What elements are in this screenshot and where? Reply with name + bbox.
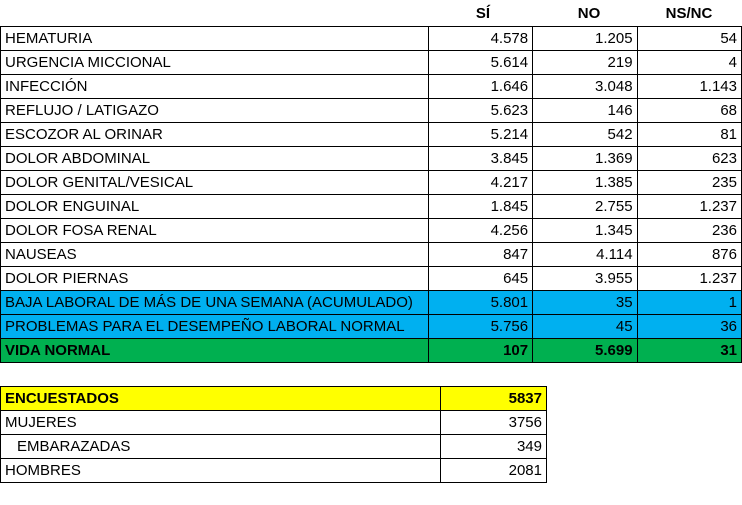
table-row <box>1 315 742 339</box>
row-label: PROBLEMAS PARA EL DESEMPEÑO LABORAL NORMAL <box>1 315 429 339</box>
cell-nsnc: 4 <box>637 51 741 75</box>
cell-nsnc: 1.237 <box>637 267 741 291</box>
cell-no: 1.205 <box>533 27 637 51</box>
cell-no: 45 <box>533 315 637 339</box>
cell-nsnc: 1.237 <box>637 195 741 219</box>
cell-si: 847 <box>428 243 532 267</box>
cell-si: 1.845 <box>428 195 532 219</box>
summary-row <box>1 435 547 459</box>
table-row <box>1 195 742 219</box>
cell-si: 5.614 <box>428 51 532 75</box>
column-header-row <box>0 0 742 26</box>
cell-si: 5.623 <box>428 99 532 123</box>
row-label: BAJA LABORAL DE MÁS DE UNA SEMANA (ACUMULADO) <box>1 291 429 315</box>
cell-si: 5.214 <box>428 123 532 147</box>
summary-label: ENCUESTADOS <box>1 387 441 411</box>
row-label: VIDA NORMAL <box>1 339 429 363</box>
row-label: DOLOR ENGUINAL <box>1 195 429 219</box>
cell-si: 4.578 <box>428 27 532 51</box>
summary-value: 349 <box>441 435 547 459</box>
row-label: HEMATURIA <box>1 27 429 51</box>
cell-si: 4.256 <box>428 219 532 243</box>
row-label: DOLOR FOSA RENAL <box>1 219 429 243</box>
summary-table <box>0 386 547 483</box>
cell-no: 146 <box>533 99 637 123</box>
cell-no: 3.955 <box>533 267 637 291</box>
table-row <box>1 147 742 171</box>
table-row <box>1 51 742 75</box>
summary-row <box>1 411 547 435</box>
row-label: DOLOR GENITAL/VESICAL <box>1 171 429 195</box>
cell-si: 3.845 <box>428 147 532 171</box>
table-row <box>1 27 742 51</box>
cell-nsnc: 623 <box>637 147 741 171</box>
summary-value: 2081 <box>441 459 547 483</box>
cell-no: 4.114 <box>533 243 637 267</box>
cell-no: 3.048 <box>533 75 637 99</box>
row-label: ESCOZOR AL ORINAR <box>1 123 429 147</box>
cell-si: 645 <box>428 267 532 291</box>
table-row <box>1 123 742 147</box>
row-label: INFECCIÓN <box>1 75 429 99</box>
summary-row <box>1 387 547 411</box>
symptoms-table <box>0 26 742 363</box>
table-row <box>1 291 742 315</box>
cell-nsnc: 36 <box>637 315 741 339</box>
summary-value: 5837 <box>441 387 547 411</box>
table-row <box>1 171 742 195</box>
cell-nsnc: 236 <box>637 219 741 243</box>
cell-si: 4.217 <box>428 171 532 195</box>
row-label: URGENCIA MICCIONAL <box>1 51 429 75</box>
row-label: DOLOR PIERNAS <box>1 267 429 291</box>
summary-label: EMBARAZADAS <box>1 435 441 459</box>
table-row <box>1 267 742 291</box>
cell-nsnc: 1 <box>637 291 741 315</box>
table-row <box>1 219 742 243</box>
summary-row <box>1 459 547 483</box>
header-no: NO <box>577 5 601 22</box>
cell-nsnc: 1.143 <box>637 75 741 99</box>
cell-nsnc: 876 <box>637 243 741 267</box>
cell-no: 1.369 <box>533 147 637 171</box>
cell-no: 542 <box>533 123 637 147</box>
table-row <box>1 339 742 363</box>
cell-nsnc: 54 <box>637 27 741 51</box>
cell-si: 5.801 <box>428 291 532 315</box>
cell-no: 1.345 <box>533 219 637 243</box>
table-row <box>1 99 742 123</box>
cell-no: 1.385 <box>533 171 637 195</box>
table-row <box>1 243 742 267</box>
summary-value: 3756 <box>441 411 547 435</box>
cell-no: 5.699 <box>533 339 637 363</box>
table-row <box>1 75 742 99</box>
row-label: REFLUJO / LATIGAZO <box>1 99 429 123</box>
cell-no: 2.755 <box>533 195 637 219</box>
cell-no: 35 <box>533 291 637 315</box>
header-si: SÍ <box>475 5 491 22</box>
cell-nsnc: 31 <box>637 339 741 363</box>
summary-label: HOMBRES <box>1 459 441 483</box>
cell-nsnc: 68 <box>637 99 741 123</box>
cell-nsnc: 235 <box>637 171 741 195</box>
cell-si: 107 <box>428 339 532 363</box>
summary-label: MUJERES <box>1 411 441 435</box>
cell-si: 1.646 <box>428 75 532 99</box>
row-label: NAUSEAS <box>1 243 429 267</box>
header-nsnc: NS/NC <box>665 5 713 22</box>
cell-si: 5.756 <box>428 315 532 339</box>
cell-no: 219 <box>533 51 637 75</box>
cell-nsnc: 81 <box>637 123 741 147</box>
row-label: DOLOR ABDOMINAL <box>1 147 429 171</box>
